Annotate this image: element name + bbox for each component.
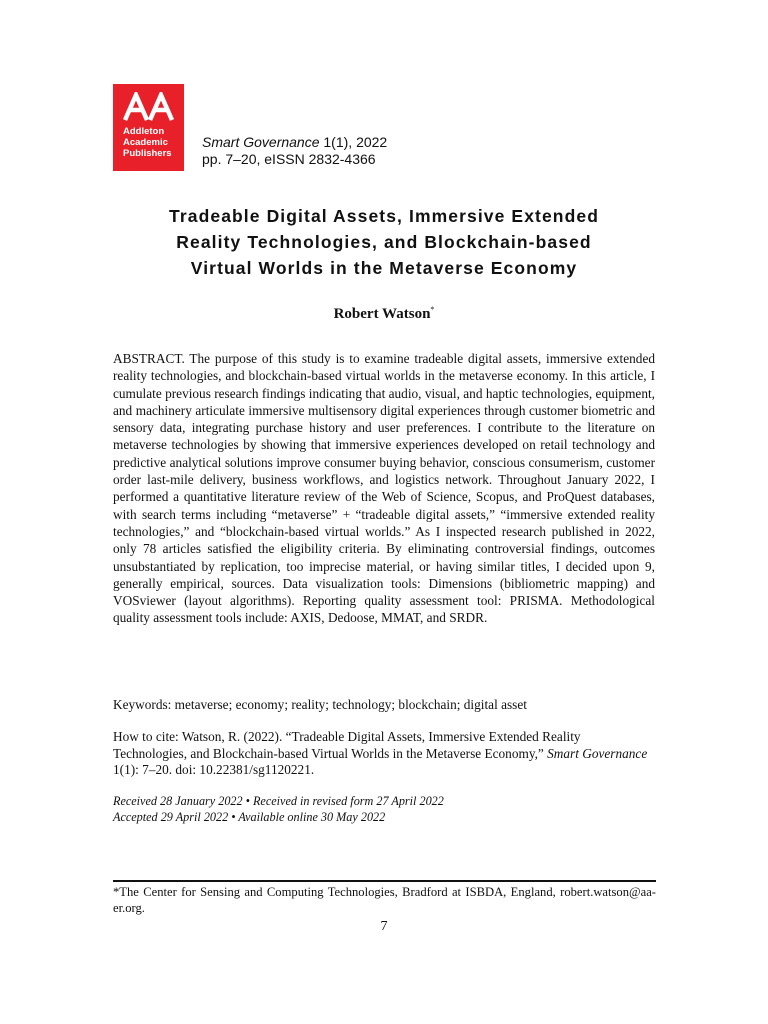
journal-issue: 1(1), 2022: [319, 134, 388, 150]
page-number: 7: [380, 919, 388, 934]
title-line: Reality Technologies, and Blockchain-based: [176, 232, 592, 252]
article-title: [110, 203, 658, 281]
how-to-cite: [113, 729, 655, 779]
author-byline: [110, 305, 658, 323]
journal-info: [202, 134, 387, 168]
author-affiliation-footnote: *The Center for Sensing and Computing Technologies, Bradford at ISBDA, England, robert.watson@aa-er.org.: [113, 885, 656, 915]
double-a-logo-icon: [123, 92, 175, 122]
accepted-dates: Accepted 29 April 2022 • Available online 30 May 2022: [113, 810, 386, 824]
logo-line: Academic: [123, 137, 168, 148]
author-name: Robert Watson: [333, 306, 431, 322]
abstract: ABSTRACT. The purpose of this study is to examine tradeable digital assets, immersive extended reality technologies, and blockchain-based virtual worlds in the metaverse economy. In this article, I cumulate previous research findings indicating that audio, visual, and haptic technologies, equipment, and machinery articulate immersive multisensory digital experiences through customer biometric and sensory data, integrating purchase history and user preferences. I contribute to the literature on metaverse technologies by showing that immersive experiences developed on retail technology and predictive analytical solutions improve consumer buying behavior, conscious consumerism, customer order last-mile delivery, business workflows, and logistics network. Throughout January 2022, I performed a quantitative literature review of the Web of Science, Scopus, and ProQuest databases, with search terms including “metaverse” + “tradeable digital assets,” “immersive extended reality technologies,” and “blockchain-based virtual worlds.” As I inspected research published in 2022, only 78 articles satisfied the eligibility criteria. By eliminating controversial findings, outcomes unsubstantiated by replication, too imprecise material, or having similar titles, I decided upon 9, generally empirical, sources. Data visualization tools: Dimensions (bibliometric mapping) and VOSviewer (layout algorithms). Reporting quality assessment tool: PRISMA. Methodological quality assessment tools include: AXIS, Dedoose, MMAT, and SRDR.: [113, 351, 655, 626]
journal-name: Smart Governance: [202, 134, 320, 150]
publisher-name: [123, 126, 172, 159]
cite-text: How to cite: Watson, R. (2022). “Tradeable Digital Assets, Immersive Extended Reality Technologies, and Blockchain-based Virtual Worlds in the Metaverse Economy,”: [113, 729, 581, 761]
footnote-divider: [113, 880, 656, 882]
logo-line: Addleton: [123, 126, 165, 137]
received-dates: Received 28 January 2022 • Received in revised form 27 April 2022: [113, 794, 444, 808]
author-footnote-mark: *: [430, 305, 435, 314]
publisher-logo: [113, 84, 184, 171]
title-line: Virtual Worlds in the Metaverse Economy: [190, 258, 578, 278]
journal-pages-issn: pp. 7–20, eISSN 2832-4366: [202, 151, 376, 167]
title-line: Tradeable Digital Assets, Immersive Extended: [169, 206, 599, 226]
keywords: Keywords: metaverse; economy; reality; technology; blockchain; digital asset: [113, 697, 527, 712]
publication-dates: [113, 793, 655, 825]
logo-line: Publishers: [123, 148, 172, 159]
cite-doi: 1(1): 7–20. doi: 10.22381/sg1120221.: [113, 762, 315, 777]
cite-journal: Smart Governance: [547, 745, 648, 761]
